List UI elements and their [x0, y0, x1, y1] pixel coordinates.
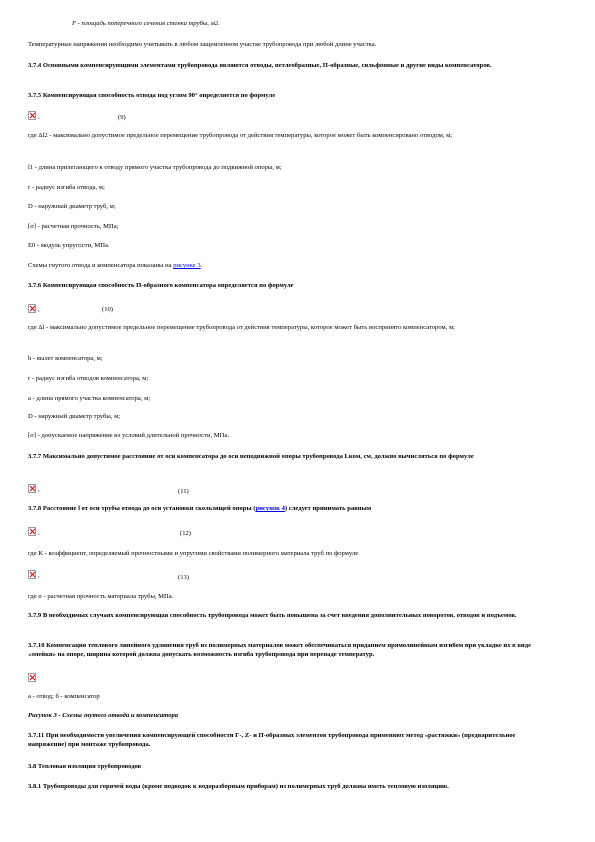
definition-sigma: [σ] - расчетная прочность, МПа;: [28, 223, 119, 230]
paragraph-area-definition: F - площадь поперечного сечения стенки трубы, м2.: [72, 20, 220, 27]
equation-number-11: (11): [178, 488, 189, 495]
paragraph-figure-3-ref: Схемы гнутого отвода и компенсатора показаны на рисунке 3.: [28, 262, 203, 269]
definition-r: r - радиус изгиба отвода, м;: [28, 184, 105, 191]
broken-image-icon: [28, 111, 36, 120]
equation-number-9: (9): [118, 114, 126, 121]
equation-number-12: (12): [180, 530, 191, 537]
definition-sigma-allowable: [σ] - допускаемое напряжение из условий длительной прочности, МПа.: [28, 432, 229, 439]
definition-l1: l1 - длина прилегающего к отводу прямого участка трубопровода до подвижной опоры, м;: [28, 164, 282, 171]
paragraph-3-8-1: 3.8.1 Трубопроводы для горячей воды (кроме подводок к водоразборным приборам) из полимерных труб должны иметь тепловую изоляцию.: [28, 783, 449, 790]
paragraph-where-k: где K - коэффициент, определяемый прочностными и упругими свойствами полимерного материала труб по формуле: [28, 550, 359, 557]
broken-image-icon: [28, 527, 36, 536]
broken-image-icon: [28, 304, 36, 313]
paragraph-3-7-9: 3.7.9 В необходимых случаях компенсирующая способность трубопровода может быть повышена за счет введения дополнительных поворотов, отводов и подъемов.: [28, 612, 517, 619]
definition-d-pipe: D - наружный диаметр трубы, м;: [28, 413, 121, 420]
paragraph-3-7-8: 3.7.8 Расстояние l от оси трубы отвода до оси установки скользящей опоры (рисунок 4) следует принимать равным: [28, 505, 372, 512]
definition-r-compensator: r - радиус изгиба отводов компенсатора, м;: [28, 375, 149, 382]
definition-h: h - вылет компенсатора, м;: [28, 355, 103, 362]
equation-number-10: (10): [102, 306, 113, 313]
definition-a: a - длина прямого участка компенсатора, м;: [28, 395, 151, 402]
equation-number-13: (13): [178, 574, 189, 581]
broken-image-icon: [28, 673, 36, 682]
paragraph-3-7-5: 3.7.5 Компенсирующая способность отвода под углом 90° определяется по формуле: [28, 92, 276, 99]
broken-image-icon: [28, 484, 36, 493]
paragraph-3-7-4: 3.7.4 Основными компенсирующими элементами трубопровода являются отводы, петлеобразные, П-образные, сильфонные и другие виды компенсаторов.: [28, 62, 492, 69]
paragraph-3-7-6: 3.7.6 Компенсирующая способность П-образного компенсатора определяется по формуле: [28, 282, 294, 289]
paragraph-3-7-10: 3.7.10 Компенсация теплового линейного удлинения труб из полимерных материалов может обеспечиваться приданием прямолинейным изгибом при укладке их в виде «змейки» на опоре, ширина которой должна допускать возможность изгиба трубопровода при перепаде температур.: [28, 642, 531, 658]
figure-3-caption: Рисунок 3 - Схемы гнутого отвода и компенсатора: [28, 712, 179, 719]
paragraph-where-dl2: где Δl2 - максимально допустимое предельное перемещение трубопровода от действия температуры, которое может быть компенсировано отводом, м;: [28, 132, 453, 139]
definition-e0: E0 - модуль упругости, МПа.: [28, 242, 110, 249]
broken-image-icon: [28, 570, 36, 579]
paragraph-where-dl: где Δl - максимально допустимое предельное перемещение трубопровода от действия температуры, которое может быть воспринято компенсатором, м;: [28, 324, 456, 331]
paragraph-3-7-7: 3.7.7 Максимально допустимое расстояние от оси компенсатора до оси неподвижной опоры трубопровода Lком, см, должно вычисляться по формуле: [28, 453, 474, 460]
figure-4-link[interactable]: рисунок 4: [255, 505, 285, 512]
paragraph-3-7-11: 3.7.11 При необходимости увеличения компенсирующей способности Г-, Z- и П-образных элементов трубопровода применяют метод «растяжки» (предварительное напряжение) при монтаже трубопровода.: [28, 732, 516, 748]
figure-3-link[interactable]: рисунке 3: [173, 262, 201, 269]
figure-3-caption-parts: а - отвод; б - компенсатор: [28, 693, 100, 700]
definition-d: D - наружный диаметр труб, м;: [28, 203, 116, 210]
paragraph-temperature-stress: Температурные напряжения необходимо учитывать в любом защемленном участке трубопровода при любой длине участка.: [28, 41, 377, 48]
section-3-8-heading: 3.8 Тепловая изоляция трубопроводов: [28, 763, 142, 770]
paragraph-where-sigma: где σ - расчетная прочность материала трубы, МПа.: [28, 593, 174, 600]
